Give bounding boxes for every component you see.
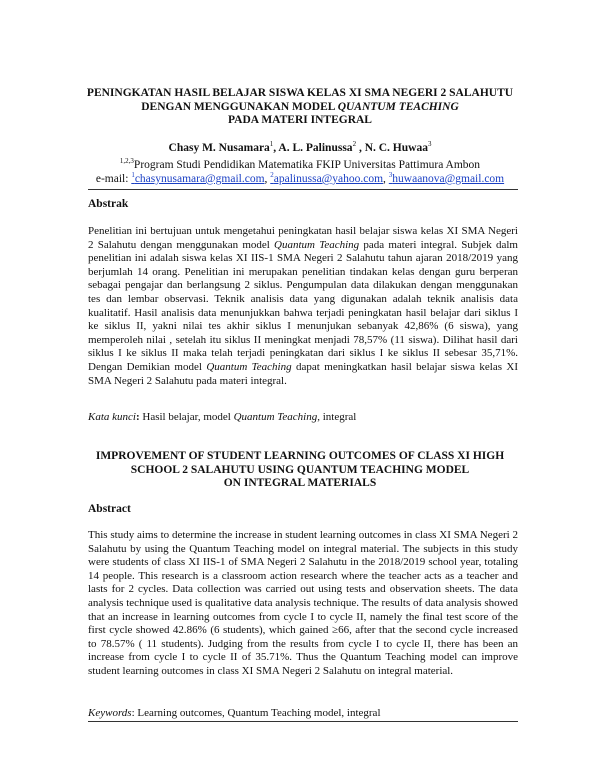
email-link-3[interactable] — [389, 173, 504, 185]
divider — [88, 721, 518, 722]
kata-kunci-italic: Quantum Teaching — [233, 411, 318, 423]
kata-kunci — [88, 411, 518, 423]
title-line-1: PENINGKATAN HASIL BELAJAR SISWA KELAS XI SMA NEGERI 2 SALAHUTU — [86, 87, 514, 99]
affiliation-sup: 1,2,3 — [119, 157, 134, 165]
paper-title-english — [60, 450, 540, 491]
email-sup: 2 — [270, 171, 274, 179]
keywords-text: : Learning outcomes, Quantum Teaching model, integral — [131, 707, 381, 719]
email-address: chasynusamara@gmail.com — [134, 172, 265, 185]
kata-kunci-colon: : — [135, 411, 143, 423]
email-sup: 3 — [388, 171, 393, 179]
author-name: N. C. Huwaa — [364, 141, 428, 154]
title-line-2-text: DENGAN MENGGUNAKAN MODEL — [141, 100, 338, 113]
title-line-2-italic: QUANTUM TEACHING — [337, 100, 459, 113]
keywords-label: Keywords — [88, 707, 132, 719]
email-link-1[interactable] — [131, 173, 264, 185]
abstract-text: This study aims to determine the increase in student learning outcomes in class XI SMA Negeri 2 Salahutu by using the Quantum Teaching model on integral material. The subjects in this study were students of class XI IIS-1 of SMA Negeri 2 Salahutu in the 2018/2019 school year, totaling 14 people. This research is a classroom action research where the teacher acts as a teacher and lasts for 2 cycles. Data collection was carried out using tests and observation sheets. The data analysis technique used is qualitative data analysis technique. The results of data analysis showed that an increase in learning outcomes from cycle I to cycle II, namely the final test score of the first cycle showed 42.86% (6 students), which gained ≥66, after that the second cycle increased to 78.57% ( 11 students). Judging from the results from cycle I to cycle II, there has been an increase from cycle I to cycle II of 35.71%. Thus the Quantum Teaching model can improve student learning outcomes in class XI SMA Negeri 2 Salahutu on integral material. — [88, 529, 518, 677]
title-line-3: ON INTEGRAL MATERIALS — [223, 477, 377, 489]
kata-kunci-text: Hasil belajar, model — [142, 411, 234, 423]
abstrak-part: pada materi integral. Subjek dalm penelitian ini adalah siswa kelas XI IIS-1 SMA Negeri 2 Salahutu tahun ajaran 2018/2019 yang berjumlah 14 orang. Penelitian ini merupakan penelitian tindakan kelas dengan guru berperan sebagai pengajar dan berlangsung 2 siklus. Pengumpulan data dilakukan dengan menggunakan tes dan lembar observasi. Teknik analisis data yang digunakan adalah teknik analisis data kualitatif. Hasil analisis data menunjukkan bahwa terjadi peningkatan hasil belajar dari siklus I ke siklus II, yakni nilai tes akhir siklus I menunjukan sebanyak 42,86% (6 siswa), yang memperoleh nilai , setelah itu siklus II meningkat menjadi 78,57% (11 siswa). Dilihat hasil dari siklus I ke siklus II maka telah terjadi peningkatan dari siklus I ke siklus II sebesar 35,71%. Dengan Demikian model — [88, 238, 518, 373]
abstrak-italic: Quantum Teaching — [274, 238, 360, 251]
email-address: huwaanova@gmail.com — [392, 172, 505, 185]
divider — [88, 189, 518, 190]
author-sup: 2 — [352, 140, 357, 148]
email-address: apalinussa@yahoo.com — [273, 172, 384, 185]
title-line-2 — [60, 101, 540, 115]
author-name: A. L. Palinussa — [278, 141, 353, 154]
author-list: Chasy M. Nusamara$^1$, A. L. Palinussa$^2$ , N. C. Huwaa$^3$ — [168, 140, 432, 154]
abstrak-text — [88, 225, 518, 388]
affiliation-text: Program Studi Pendidikan Matematika FKIP Universitas Pattimura Ambon — [133, 158, 481, 171]
affiliation — [60, 157, 540, 171]
email-line: e-mail: $^1$chasynusamara@gmail.com, $^2$apalinussa@yahoo.com, $^3$huwaanova@gmail.com — [95, 171, 505, 185]
author-name: Chasy M. Nusamara — [168, 141, 270, 154]
email-label: e-mail: — [95, 172, 132, 185]
title-line-3: PADA MATERI INTEGRAL — [228, 114, 372, 126]
author-sup: 3 — [427, 140, 432, 148]
abstrak-italic: Quantum Teaching — [206, 360, 292, 373]
paper-title-indonesian — [60, 87, 540, 128]
abstrak-heading: Abstrak — [88, 198, 129, 210]
title-line-1: IMPROVEMENT OF STUDENT LEARNING OUTCOMES OF CLASS XI HIGH — [95, 450, 505, 462]
abstract-heading: Abstract — [88, 503, 131, 515]
abstrak-part: Penelitian ini bertujuan untuk mengetahui peningkatan hasil belajar siswa kelas XI SMA Negeri 2 Salahutu dengan menggunakan model — [88, 225, 518, 251]
author-sup: 1 — [269, 140, 274, 148]
kata-kunci-text: , integral — [317, 411, 357, 423]
kata-kunci-label: Kata kunci — [88, 411, 136, 423]
title-line-2: SCHOOL 2 SALAHUTU USING QUANTUM TEACHING MODEL — [130, 463, 470, 476]
abstrak-part: dapat meningkatkan hasil belajar siswa kelas XI SMA Negeri 2 Salahutu pada materi integral. — [88, 360, 518, 387]
keywords — [88, 707, 518, 719]
email-sup: 1 — [131, 171, 135, 179]
email-link-2[interactable] — [270, 173, 383, 185]
